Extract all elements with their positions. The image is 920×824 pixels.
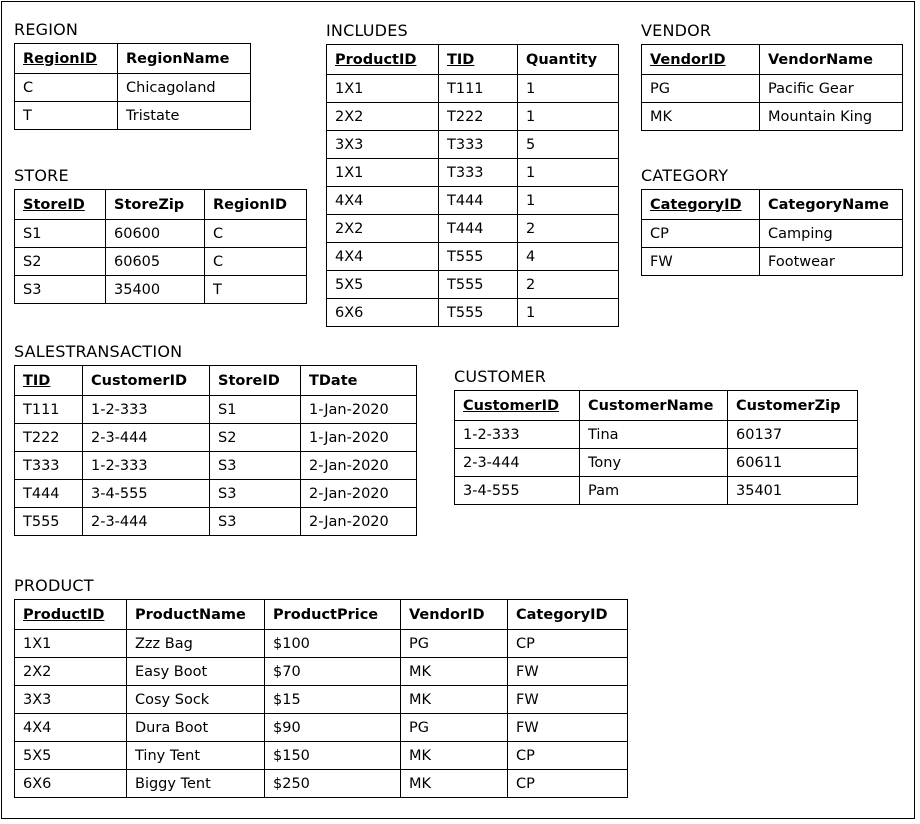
includes-table-cell: 6X6 [327,299,439,327]
includes-table-row [327,159,619,187]
customer-header-row [455,391,858,421]
product-table-cell: FW [508,714,628,742]
store-table-row [15,276,307,304]
salestransaction-table-cell: S3 [210,452,301,480]
vendor-table-cell: PG [642,75,760,103]
product-block [14,576,628,798]
customer-table-cell: 2-3-444 [455,449,580,477]
product-table-cell: Tiny Tent [127,742,265,770]
includes-table-cell: T333 [439,131,518,159]
product-table-row [15,714,628,742]
product-table-row [15,658,628,686]
region-table-cell: Chicagoland [118,74,251,102]
includes-column-header: ProductID [327,45,439,75]
product-table-cell: $70 [265,658,401,686]
customer-table-row [455,477,858,505]
salestransaction-table-cell: T333 [15,452,83,480]
store-table-cell: 35400 [106,276,205,304]
product-table-cell: $150 [265,742,401,770]
store-table-cell: S3 [15,276,106,304]
includes-table-row [327,187,619,215]
salestransaction-block [14,342,417,536]
salestransaction-table-cell: T444 [15,480,83,508]
includes-table-cell: 4X4 [327,243,439,271]
store-column-header: StoreZip [106,190,205,220]
product-table-cell: Dura Boot [127,714,265,742]
includes-table-cell: 2 [518,271,619,299]
vendor-table-cell: Pacific Gear [760,75,903,103]
product-table-cell: MK [401,686,508,714]
customer-table-cell: Pam [580,477,728,505]
product-table-cell: 3X3 [15,686,127,714]
region-title: REGION [14,20,79,39]
store-table-cell: 60605 [106,248,205,276]
category-table-row [642,220,903,248]
includes-table-cell: 2X2 [327,215,439,243]
includes-table-cell: T555 [439,271,518,299]
product-table-cell: Biggy Tent [127,770,265,798]
product-table-cell: 1X1 [15,630,127,658]
salestransaction-table-cell: 2-Jan-2020 [301,480,417,508]
product-table-cell: Zzz Bag [127,630,265,658]
vendor-table-row [642,75,903,103]
includes-table-cell: 1X1 [327,75,439,103]
includes-column-header: Quantity [518,45,619,75]
customer-column-header: CustomerZip [728,391,858,421]
includes-table-cell: T555 [439,243,518,271]
salestransaction-table-cell: 1-2-333 [83,452,210,480]
product-table-row [15,770,628,798]
salestransaction-table-row [15,396,417,424]
region-table-row [15,74,251,102]
customer-table-cell: 35401 [728,477,858,505]
salestransaction-table [14,365,417,536]
salestransaction-table-cell: T222 [15,424,83,452]
salestransaction-column-header: CustomerID [83,366,210,396]
includes-table-row [327,131,619,159]
region-column-header: RegionName [118,44,251,74]
category-column-header: CategoryName [760,190,903,220]
product-column-header: ProductPrice [265,600,401,630]
salestransaction-column-header: TID [15,366,83,396]
vendor-table-cell: Mountain King [760,103,903,131]
vendor-title: VENDOR [641,21,712,40]
salestransaction-table-cell: 1-2-333 [83,396,210,424]
salestransaction-table-cell: 2-Jan-2020 [301,508,417,536]
customer-block [454,367,858,505]
product-column-header: ProductName [127,600,265,630]
includes-table-cell: 2X2 [327,103,439,131]
product-table-cell: MK [401,658,508,686]
includes-table-cell: T444 [439,187,518,215]
includes-column-header: TID [439,45,518,75]
salestransaction-table-row [15,480,417,508]
region-table-row [15,102,251,130]
product-table-cell: CP [508,770,628,798]
category-title: CATEGORY [641,166,729,185]
salestransaction-title: SALESTRANSACTION [14,342,183,361]
includes-table-cell: T111 [439,75,518,103]
customer-table-cell: Tina [580,421,728,449]
salestransaction-table-cell: 1-Jan-2020 [301,424,417,452]
category-table [641,189,903,276]
product-table-cell: FW [508,686,628,714]
vendor-block [641,21,903,131]
category-header-row [642,190,903,220]
includes-table-cell: T222 [439,103,518,131]
category-table-cell: CP [642,220,760,248]
customer-table-cell: 60137 [728,421,858,449]
product-table-cell: 5X5 [15,742,127,770]
includes-table-cell: 5 [518,131,619,159]
store-block [14,166,307,304]
includes-title: INCLUDES [326,21,408,40]
includes-table-cell: 5X5 [327,271,439,299]
region-table-cell: C [15,74,118,102]
store-table-cell: T [205,276,307,304]
product-table-cell: CP [508,742,628,770]
store-table-row [15,220,307,248]
includes-table-cell: 4 [518,243,619,271]
salestransaction-column-header: TDate [301,366,417,396]
includes-table-cell: 1 [518,187,619,215]
includes-table-row [327,103,619,131]
includes-table-row [327,299,619,327]
customer-title: CUSTOMER [454,367,547,386]
product-table-cell: $15 [265,686,401,714]
includes-table-row [327,271,619,299]
includes-table-cell: 2 [518,215,619,243]
store-table-cell: S1 [15,220,106,248]
includes-table-cell: 1 [518,159,619,187]
vendor-table [641,44,903,131]
customer-table-cell: 1-2-333 [455,421,580,449]
store-table-cell: 60600 [106,220,205,248]
product-table-cell: MK [401,770,508,798]
category-block [641,166,903,276]
salestransaction-table-cell: 3-4-555 [83,480,210,508]
vendor-header-row [642,45,903,75]
product-table-cell: $100 [265,630,401,658]
includes-table-cell: T555 [439,299,518,327]
vendor-table-row [642,103,903,131]
store-table-cell: C [205,248,307,276]
product-table-cell: 4X4 [15,714,127,742]
salestransaction-table-row [15,424,417,452]
includes-table-cell: 1 [518,299,619,327]
region-table [14,43,251,130]
category-column-header: CategoryID [642,190,760,220]
customer-table-cell: Tony [580,449,728,477]
store-column-header: RegionID [205,190,307,220]
includes-table-row [327,243,619,271]
salestransaction-table-cell: 2-3-444 [83,424,210,452]
product-table-cell: $90 [265,714,401,742]
store-column-header: StoreID [15,190,106,220]
product-header-row [15,600,628,630]
customer-table-cell: 60611 [728,449,858,477]
store-table-cell: S2 [15,248,106,276]
includes-table [326,44,619,327]
salestransaction-table-cell: 1-Jan-2020 [301,396,417,424]
vendor-column-header: VendorID [642,45,760,75]
salestransaction-header-row [15,366,417,396]
vendor-column-header: VendorName [760,45,903,75]
product-table-cell: MK [401,742,508,770]
product-table-cell: PG [401,714,508,742]
region-column-header: RegionID [15,44,118,74]
product-column-header: ProductID [15,600,127,630]
salestransaction-table-cell: 2-Jan-2020 [301,452,417,480]
product-table-cell: 6X6 [15,770,127,798]
region-table-cell: T [15,102,118,130]
product-table-row [15,742,628,770]
includes-header-row [327,45,619,75]
salestransaction-table-cell: T111 [15,396,83,424]
product-table-row [15,630,628,658]
store-header-row [15,190,307,220]
customer-table-row [455,421,858,449]
category-table-cell: FW [642,248,760,276]
category-table-cell: Camping [760,220,903,248]
customer-table-cell: 3-4-555 [455,477,580,505]
product-table-cell: FW [508,658,628,686]
store-table [14,189,307,304]
product-table [14,599,628,798]
product-table-cell: Cosy Sock [127,686,265,714]
includes-block [326,21,619,327]
category-table-row [642,248,903,276]
includes-table-cell: 3X3 [327,131,439,159]
customer-column-header: CustomerName [580,391,728,421]
product-column-header: CategoryID [508,600,628,630]
includes-table-cell: 1X1 [327,159,439,187]
product-table-row [15,686,628,714]
product-table-cell: Easy Boot [127,658,265,686]
salestransaction-table-cell: S2 [210,424,301,452]
product-title: PRODUCT [14,576,94,595]
includes-table-cell: T333 [439,159,518,187]
salestransaction-column-header: StoreID [210,366,301,396]
salestransaction-table-cell: S1 [210,396,301,424]
salestransaction-table-cell: T555 [15,508,83,536]
store-table-row [15,248,307,276]
includes-table-cell: T444 [439,215,518,243]
includes-table-cell: 4X4 [327,187,439,215]
product-table-cell: $250 [265,770,401,798]
product-table-cell: PG [401,630,508,658]
includes-table-cell: 1 [518,103,619,131]
salestransaction-table-row [15,508,417,536]
product-column-header: VendorID [401,600,508,630]
customer-table [454,390,858,505]
includes-table-cell: 1 [518,75,619,103]
store-table-cell: C [205,220,307,248]
region-table-cell: Tristate [118,102,251,130]
region-block [14,20,251,130]
customer-table-row [455,449,858,477]
region-header-row [15,44,251,74]
store-title: STORE [14,166,69,185]
salestransaction-table-row [15,452,417,480]
salestransaction-table-cell: S3 [210,508,301,536]
product-table-cell: CP [508,630,628,658]
includes-table-row [327,215,619,243]
vendor-table-cell: MK [642,103,760,131]
salestransaction-table-cell: 2-3-444 [83,508,210,536]
customer-column-header: CustomerID [455,391,580,421]
includes-table-row [327,75,619,103]
category-table-cell: Footwear [760,248,903,276]
salestransaction-table-cell: S3 [210,480,301,508]
product-table-cell: 2X2 [15,658,127,686]
